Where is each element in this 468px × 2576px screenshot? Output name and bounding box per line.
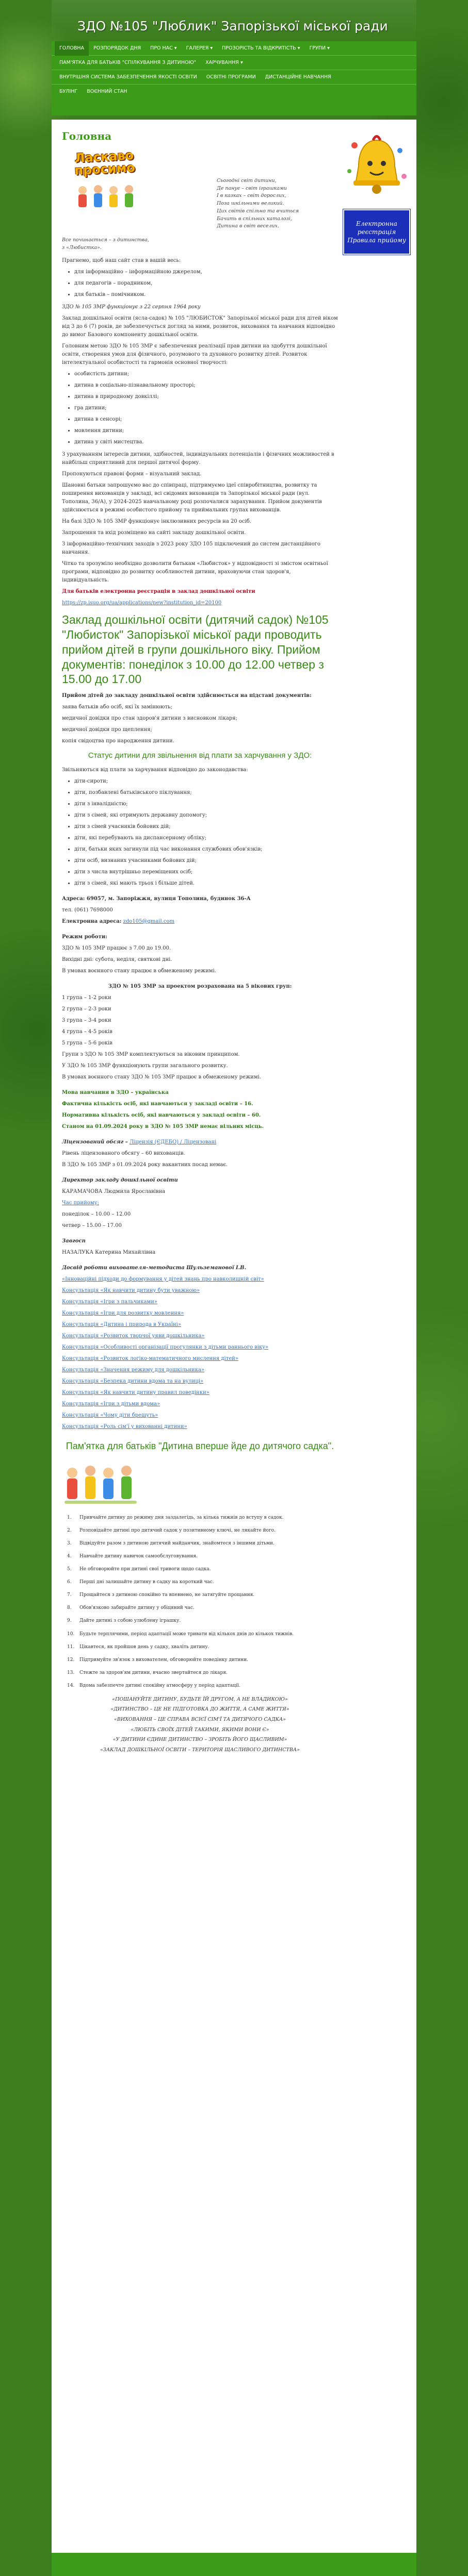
poem-line: Цих світів спільно та вчиться bbox=[217, 208, 299, 214]
memo-text: Не обговорюйте при дитині свої тривоги щодо садка. bbox=[79, 1567, 211, 1572]
consultation-link[interactable]: Консультація «Розвиток логіко-математичного мислення дітей» bbox=[62, 1355, 238, 1361]
logo-line-2: просимо bbox=[74, 160, 136, 178]
nav-item-about[interactable]: ПРО НАС ▾ bbox=[150, 45, 177, 51]
consultation-link-row bbox=[62, 1355, 338, 1363]
groups-title: ЗДО № 105 ЗМР за проектом розрахована на 5 вікових груп: bbox=[108, 983, 292, 989]
memo-text: Вдома забезпечте дитині спокійну атмосферу у період адаптації. bbox=[79, 1683, 240, 1688]
memo-item bbox=[67, 1527, 338, 1534]
memo-item bbox=[67, 1618, 338, 1624]
doc-item: заява батьків або осіб, які їх замінюють; bbox=[62, 704, 172, 710]
greeting-text: Прагнемо, щоб наш сайт став в вашій весь: bbox=[62, 258, 181, 264]
hours-text: В умовах воєнного стану працює в обмеженому режимі. bbox=[62, 968, 216, 974]
page-title: Головна bbox=[62, 130, 112, 142]
list-item: • діти, які перебувають на диспансерному обліку; bbox=[74, 834, 338, 842]
memo-text: Перші дні залишайте дитину в садку на короткий час. bbox=[79, 1580, 214, 1585]
nav-row-1 bbox=[52, 41, 416, 56]
memo-number: 6. bbox=[67, 1580, 72, 1585]
poem-line: Поза шкільними великий. bbox=[217, 201, 284, 207]
memo-list bbox=[67, 1515, 338, 1689]
nav-item-groups[interactable]: ГРУПИ ▾ bbox=[309, 45, 330, 51]
poem-line: Дитина в світ веселих. bbox=[217, 223, 280, 229]
memo-number: 7. bbox=[67, 1592, 72, 1598]
memo-text: Стежте за здоров'ям дитини, вчасно звертайтеся до лікаря. bbox=[79, 1670, 228, 1675]
doc-item: копія свідоцтва про народження дитини. bbox=[62, 738, 174, 744]
group-item: 1 група – 1-2 роки bbox=[62, 994, 111, 1001]
memo-item bbox=[67, 1540, 338, 1547]
consultation-link-row bbox=[62, 1298, 338, 1306]
site-header bbox=[52, 0, 416, 41]
list-item: • дитина в природному довкіллі; bbox=[74, 393, 338, 401]
consultation-link[interactable]: Консультація «Як навчити дитину бути уважною» bbox=[62, 1287, 200, 1293]
poem-line: з «Любистка». bbox=[62, 244, 102, 251]
consultation-link[interactable]: Консультація «Як навчити дитину правил поведінки» bbox=[62, 1389, 209, 1395]
paragraph: На базі ЗДО № 105 ЗМР функціонує інклюзивних ресурсів на 20 осіб. bbox=[62, 519, 251, 525]
registration-text: Для батьків електронна реєстрація в заклад дошкільної освіти bbox=[62, 589, 255, 595]
children-illustration-icon bbox=[62, 1461, 139, 1508]
consultation-link-row bbox=[62, 1321, 338, 1329]
docs-intro: Прийом дітей до закладу дошкільної освіти здійснюється на підставі документів: bbox=[62, 693, 312, 699]
main-navigation bbox=[52, 41, 416, 115]
paragraph: Головним метою ЗДО № 105 ЗМР є забезпечення реалізації прав дитини на здобуття дошкільної освіти, створення умов для фізичного, розумового та духовного розвитку дітей. Розвиток інтелектуальної особистості та гармонія основної творчості: bbox=[62, 343, 327, 366]
site-title[interactable]: ЗДО №105 "Люблик" Запорізької міської ради bbox=[77, 19, 388, 34]
consultation-link-row bbox=[62, 1389, 338, 1397]
consultation-link[interactable]: Консультація «Чому діти брешуть» bbox=[62, 1412, 158, 1418]
group-item: 2 група – 2-3 роки bbox=[62, 1006, 111, 1012]
consultation-link-row bbox=[62, 1343, 338, 1352]
motto-line: «ДИТИНСТВО – ЦЕ НЕ ПІДГОТОВКА ДО ЖИТТЯ, А САМЕ ЖИТТЯ» bbox=[110, 1706, 289, 1713]
deputy-section bbox=[62, 1237, 338, 1257]
logo-line-1: Ласкаво bbox=[74, 148, 134, 165]
nav-item-martial-law[interactable]: ВОЄННИЙ СТАН bbox=[87, 89, 127, 94]
consultation-link-row bbox=[62, 1377, 338, 1386]
welcome-logo-text bbox=[67, 148, 142, 177]
development-list bbox=[74, 370, 338, 446]
list-item: • діти з числа внутрішньо переміщених осіб; bbox=[74, 868, 338, 876]
content-area bbox=[52, 120, 416, 2553]
nav-row-2 bbox=[52, 56, 416, 70]
consultation-link-row bbox=[62, 1423, 338, 1431]
consultation-link-row bbox=[62, 1309, 338, 1318]
memo-number: 1. bbox=[67, 1515, 72, 1521]
nav-item-gallery[interactable]: ГАЛЕРЕЯ ▾ bbox=[186, 45, 213, 51]
capacity-section bbox=[62, 1089, 338, 1131]
list-item: • діти-сироти; bbox=[74, 777, 338, 786]
poem-line: І в казках – світ дорослих, bbox=[217, 193, 286, 199]
list-item: • діти з сімей, які мають трьох і більше дітей. bbox=[74, 879, 338, 888]
nav-item-home[interactable]: ГОЛОВНА bbox=[55, 41, 89, 56]
nav-item-programs[interactable]: ОСВІТНІ ПРОГРАМИ bbox=[206, 74, 256, 80]
consultation-link[interactable]: Консультація «Роль сім'ї у вихованні дитини» bbox=[62, 1423, 187, 1430]
list-item: • для інформаційно – інформаційною джерелом, bbox=[74, 268, 338, 276]
language-text: Мова навчання в ЗДО – українська bbox=[62, 1089, 169, 1095]
list-item: • особистість дитини; bbox=[74, 370, 338, 378]
memo-item bbox=[67, 1579, 338, 1586]
school-bell-icon bbox=[343, 130, 410, 205]
memo-item bbox=[67, 1553, 338, 1560]
nav-item-quality[interactable]: ВНУТРІШНЯ СИСТЕМА ЗАБЕЗПЕЧЕННЯ ЯКОСТІ ОСВІТИ bbox=[59, 74, 197, 80]
memo-item bbox=[67, 1657, 338, 1664]
paragraph: Заклад дошкільної освіти (ясла-садок) № 105 "ЛЮБИСТОК" Запорізької міської ради для дітей віком від 3 до 6 (7) років, де забезпечується догляд за ними, розвиток, виховання та навчання відповідно до вимог Базового компоненту дошкільної освіти. bbox=[62, 315, 338, 338]
motto-line: «ЗАКЛАД ДОШКІЛЬНОЇ ОСВІТИ – ТЕРИТОРІЯ ЩАСЛИВОГО ДИТИНСТВА» bbox=[100, 1747, 300, 1753]
group-item: 4 група – 4-5 років bbox=[62, 1028, 112, 1035]
welcome-block bbox=[62, 146, 338, 237]
poem-line: Бачить в спільних каталозі, bbox=[217, 215, 292, 222]
nav-item-schedule[interactable]: РОЗПОРЯДОК ДНЯ bbox=[93, 45, 141, 51]
consultation-link-row bbox=[62, 1332, 338, 1340]
poem-line: Сьогодні світ дитини, bbox=[217, 178, 277, 184]
memo-number: 5. bbox=[67, 1567, 72, 1572]
consultation-link-row bbox=[62, 1400, 338, 1408]
memo-text: Прощайтеся з дитиною спокійно та впевнено, не затягуйте прощання. bbox=[79, 1592, 255, 1598]
paragraph: В умовах воєнного стану ЗДО № 105 ЗМР працює в обмеженому режимі. bbox=[62, 1074, 261, 1080]
consultation-link-row bbox=[62, 1411, 338, 1420]
paragraph: Пропонуються правові форми – візуальний заклад. bbox=[62, 471, 202, 477]
consultation-link[interactable]: Консультація «Значення режиму для дошкільника» bbox=[62, 1367, 205, 1373]
deputy-name: НАЗАЛУКА Катерина Михайлівна bbox=[62, 1249, 156, 1255]
consultation-link[interactable]: Консультація «Безпека дитини вдома та на вулиці» bbox=[62, 1378, 204, 1384]
email-row bbox=[62, 918, 338, 926]
memo-text: Привчайте дитину до режиму дня заздалегідь, за кілька тижнів до вступу в садок. bbox=[79, 1515, 284, 1521]
capacity-text: Станом на 01.09.2024 року в ЗДО № 105 ЗМР немає вільних місць. bbox=[62, 1123, 264, 1129]
reception-time: четвер – 15.00 – 17.00 bbox=[62, 1222, 122, 1228]
list-item: • діти, позбавлені батьківського піклування; bbox=[74, 789, 338, 797]
memo-text: Відвідуйте разом з дитиною дитячий майданчик, знайомтеся з іншими дітьми. bbox=[79, 1541, 275, 1547]
memo-item bbox=[67, 1592, 338, 1599]
capacity-text: Фактична кількість осіб, які навчаються у закладі освіти – 16. bbox=[62, 1101, 253, 1107]
doc-item: медичної довідки про щеплення; bbox=[62, 727, 152, 733]
registration-link[interactable]: https://zp.isuo.org/ua/applications/new?institution_id=20100 bbox=[62, 600, 222, 606]
list-item: • мовлення дитини; bbox=[74, 427, 338, 435]
memo-item bbox=[67, 1515, 338, 1521]
doc-item: медичної довідки про стан здоров'я дитини з висновком лікаря; bbox=[62, 716, 238, 722]
address-text: Адреса: 69057, м. Запоріжжя, вулиця Тополина, будинок 36-А bbox=[62, 895, 251, 902]
footer bbox=[52, 2553, 416, 2576]
list-item: • діти, батьки яких загинули під час виконання службових обов'язків; bbox=[74, 845, 338, 854]
hours-text: Вихідні дні: субота, неділя, святкові дні. bbox=[62, 956, 172, 962]
memo-item bbox=[67, 1566, 338, 1573]
paragraph: З урахуванням інтересів дитини, здібностей, індивідуальних потенціалів і фізичних можливостей в найбільш сприятливий для першої дитячої форму. bbox=[62, 452, 334, 466]
hours-section bbox=[62, 933, 338, 975]
memo-number: 8. bbox=[67, 1605, 72, 1611]
nutrition-status-heading: Статус дитини для звільнення від плати за харчування у ЗДО: bbox=[88, 751, 312, 760]
memo-text: Обов'язково забирайте дитину у обіцяний час. bbox=[79, 1605, 195, 1611]
groups-section bbox=[62, 983, 338, 1082]
group-item: 3 група – 3-4 роки bbox=[62, 1017, 111, 1023]
memo-text: Підтримуйте зв'язок з вихователем, обговорюйте поведінку дитини. bbox=[79, 1657, 248, 1663]
list-item: • дитина в сенсорі; bbox=[74, 416, 338, 424]
registration-link-row bbox=[62, 599, 338, 607]
consultation-link[interactable]: Консультація «Ігри з пальчиками» bbox=[62, 1299, 157, 1305]
motto-line: «У ДИТИНИ ЄДИНЕ ДИТИНСТВО – ЗРОБІТЬ ЙОГО ЩАСЛИВИМ» bbox=[112, 1737, 287, 1743]
kids-illustration-icon bbox=[72, 182, 139, 211]
paragraph: Запрошення та вхід розміщено на сайті закладу дошкільної освіти. bbox=[62, 530, 246, 536]
memo-text: Цікавтеся, як пройшов день у садку, хваліть дитину. bbox=[79, 1644, 209, 1650]
memo-number: 13. bbox=[67, 1670, 75, 1675]
list-item: • для батьків – помічником. bbox=[74, 291, 338, 299]
memo-item bbox=[67, 1605, 338, 1611]
list-item: • гра дитини; bbox=[74, 404, 338, 412]
paragraph: Групи з ЗДО № 105 ЗМР комплектуються за віковим принципом. bbox=[62, 1051, 240, 1057]
list-item: • дитина у світі мистецтва. bbox=[74, 438, 338, 446]
reception-link[interactable]: Час прийому: bbox=[62, 1200, 99, 1206]
list-item: • діти з сімей учасників бойових дій; bbox=[74, 823, 338, 831]
nav-item-memo[interactable]: ПАМ'ЯТКА ДЛЯ БАТЬКІВ "СПІЛКУВАННЯ З ДИТИНОЮ" bbox=[59, 59, 197, 65]
memo-text: Будьте терплячими, період адаптації може тривати від кількох днів до кількох тижнів. bbox=[79, 1631, 294, 1637]
memo-item bbox=[67, 1670, 338, 1676]
director-name: КАРАМАЧОВА Людмила Ярославівна bbox=[62, 1188, 166, 1194]
founded-text: ЗДО № 105 ЗМР функціонує з 22 серпня 1964 року bbox=[62, 304, 201, 310]
methodist-title: Досвід роботи вихователя-методиста Шульземанової І.В. bbox=[62, 1265, 247, 1271]
list-item: • діти осіб, визнаних учасниками бойових дій; bbox=[74, 857, 338, 865]
paragraph: Рівень ліцензованого обсягу – 60 вихованців. bbox=[62, 1150, 185, 1156]
consultation-link[interactable]: Консультація «Ігри з дітьми вдома» bbox=[62, 1401, 160, 1407]
memo-text: Дайте дитині з собою улюблену іграшку. bbox=[79, 1618, 181, 1624]
memo-number: 9. bbox=[67, 1618, 72, 1624]
capacity-text: Нормативна кількість осіб, які навчаються у закладі освіти – 60. bbox=[62, 1112, 261, 1118]
registration-card[interactable]: Електронна реєстрація Правила прийому bbox=[343, 209, 410, 255]
memo-item bbox=[67, 1683, 338, 1689]
hours-title: Режим роботи: bbox=[62, 934, 107, 940]
director-section bbox=[62, 1176, 338, 1230]
list-item: • діти з сімей, які отримують державну допомогу; bbox=[74, 811, 338, 820]
memo-number: 11. bbox=[67, 1644, 75, 1650]
consultation-link[interactable]: Консультація «Розвиток творчої уяви дошкільника» bbox=[62, 1333, 205, 1339]
greeting-list bbox=[74, 268, 338, 299]
sidebar bbox=[343, 130, 410, 255]
admission-heading: Заклад дошкільної освіти (дитячий садок) №105 "Любисток" Запорізької міської ради проводить прийом дітей в групи дошкільного віку. Прийом документів: понеділок з 10.00 до 12.00 четвер з 15.00 до 17.00 bbox=[62, 613, 329, 686]
poem-line: Де панує – світ іграшками bbox=[217, 185, 287, 191]
memo-heading: Пам'ятка для батьків "Дитина вперше йде до дитячого садка". bbox=[66, 1440, 334, 1451]
phone-text: тел. (061) 7698000 bbox=[62, 907, 113, 913]
consultation-link-row bbox=[62, 1366, 338, 1374]
nav-item-nutrition[interactable]: ХАРЧУВАННЯ ▾ bbox=[205, 59, 243, 65]
memo-number: 3. bbox=[67, 1541, 72, 1547]
license-label: Ліцензований обсяг – bbox=[62, 1139, 128, 1145]
email-label: Електронна адреса: bbox=[62, 918, 122, 924]
license-section bbox=[62, 1138, 338, 1169]
memo-number: 10. bbox=[67, 1631, 75, 1637]
motto-line: «ПОШАНУЙТЕ ДИТИНУ, БУДЬТЕ ЇЙ ДРУГОМ, А НЕ ВЛАДИКОЮ» bbox=[112, 1696, 288, 1702]
paragraph: Шановні батьки запрошуємо вас до співпраці, підтримуємо ідеї співробітництва, розвитку та поширення вихованців у закладі, всі свідомих вихованців та Запорізької міської ради (вул. Тополина, 36/А), у 2024-2025 навчальному році розпочалися зарахування. Прийом документів здійснюється в режимі особистого прийому та приймальних групах вихованців. bbox=[62, 483, 322, 513]
methodist-section bbox=[62, 1264, 338, 1431]
consultation-link[interactable]: Консультація «Особливості організації прогулянки з дітьми раннього віку» bbox=[62, 1344, 269, 1350]
poem-left bbox=[62, 237, 338, 252]
memo-text: Розповідайте дитині про дитячий садок у позитивному ключі, не лякайте його. bbox=[79, 1528, 276, 1534]
memo-number: 2. bbox=[67, 1528, 72, 1534]
reception-time: понеділок – 10.00 – 12.00 bbox=[62, 1211, 131, 1217]
nav-item-bullying[interactable]: БУЛІНГ bbox=[59, 89, 78, 94]
paragraph: Чітко та зрозуміло необхідно дозволити батькам «Любисток» у відповідності зі змістом освітньої програми, відповідно до розвитку особливостей дитини, враховуючи стан здоров'я, індивідуальність. bbox=[62, 561, 328, 584]
deputy-title: Завгосп bbox=[62, 1238, 86, 1244]
memo-number: 12. bbox=[67, 1657, 75, 1663]
consultation-link-row bbox=[62, 1275, 338, 1284]
memo-item bbox=[67, 1631, 338, 1638]
list-item: • діти з інвалідністю; bbox=[74, 800, 338, 808]
nav-row-3 bbox=[52, 70, 416, 85]
consultation-link[interactable]: Консультація «Дитина і природа в Україні» bbox=[62, 1321, 181, 1327]
consultation-link[interactable]: «Інноваційні підходи до формування у дітей знань про навколишній світ» bbox=[62, 1276, 264, 1282]
paragraph: З інформаційно-технічних заходів з 2023 року ЗДО 105 підключений до систем дистанційного навчання. bbox=[62, 541, 321, 556]
list-item: • для педагогів – порадником, bbox=[74, 279, 338, 288]
poem-line: Все починається – з дитинства, bbox=[62, 237, 149, 243]
paragraph: У ЗДО № 105 ЗМР функціонують групи загального розвитку. bbox=[62, 1062, 228, 1069]
memo-number: 14. bbox=[67, 1683, 75, 1688]
nav-item-distance[interactable]: ДИСТАНЦІЙНЕ НАВЧАННЯ bbox=[265, 74, 331, 80]
email-link[interactable]: zdo105@gmail.com bbox=[123, 918, 174, 924]
memo-text: Навчайте дитину навичок самообслуговування. bbox=[79, 1554, 198, 1559]
contacts-section bbox=[62, 895, 338, 926]
poem-right bbox=[217, 177, 320, 230]
consultation-link[interactable]: Консультація «Ігри для розвитку мовлення» bbox=[62, 1310, 184, 1316]
status-intro: Звільняються від плати за харчування відповідно до законодавства: bbox=[62, 767, 248, 773]
memo-number: 4. bbox=[67, 1554, 72, 1559]
director-title: Директор закладу дошкільної освіти bbox=[62, 1177, 178, 1183]
group-item: 5 група – 5-6 років bbox=[62, 1040, 112, 1046]
paragraph: В ЗДО № 105 ЗМР з 01.09.2024 року вакантних посад немає. bbox=[62, 1161, 228, 1168]
nav-item-transparency[interactable]: ПРОЗОРІСТЬ ТА ВІДКРИТІСТЬ ▾ bbox=[222, 45, 300, 51]
motto-line: «ЛЮБІТЬ СВОЇХ ДІТЕЙ ТАКИМИ, ЯКИМИ ВОНИ Є» bbox=[131, 1726, 269, 1733]
main-content bbox=[62, 130, 338, 1756]
status-list bbox=[74, 777, 338, 888]
nav-row-4 bbox=[52, 85, 416, 99]
motto-line: «ВИХОВАННЯ – ЦЕ СПРАВА ВСІЄЇ СІМ'Ї ТА ДИТЯЧОГО САДКА» bbox=[114, 1717, 286, 1723]
license-row bbox=[62, 1138, 338, 1146]
license-link[interactable]: Ліцензія (ЄДЕБО) / Ліцензовані bbox=[129, 1139, 217, 1145]
list-item: • дитина в соціально-пізнавальному просторі; bbox=[74, 381, 338, 390]
consultation-link-row bbox=[62, 1287, 338, 1295]
memo-item bbox=[67, 1644, 338, 1651]
hours-text: ЗДО № 105 ЗМР працює з 7.00 до 19.00. bbox=[62, 945, 171, 951]
welcome-logo bbox=[62, 146, 144, 213]
